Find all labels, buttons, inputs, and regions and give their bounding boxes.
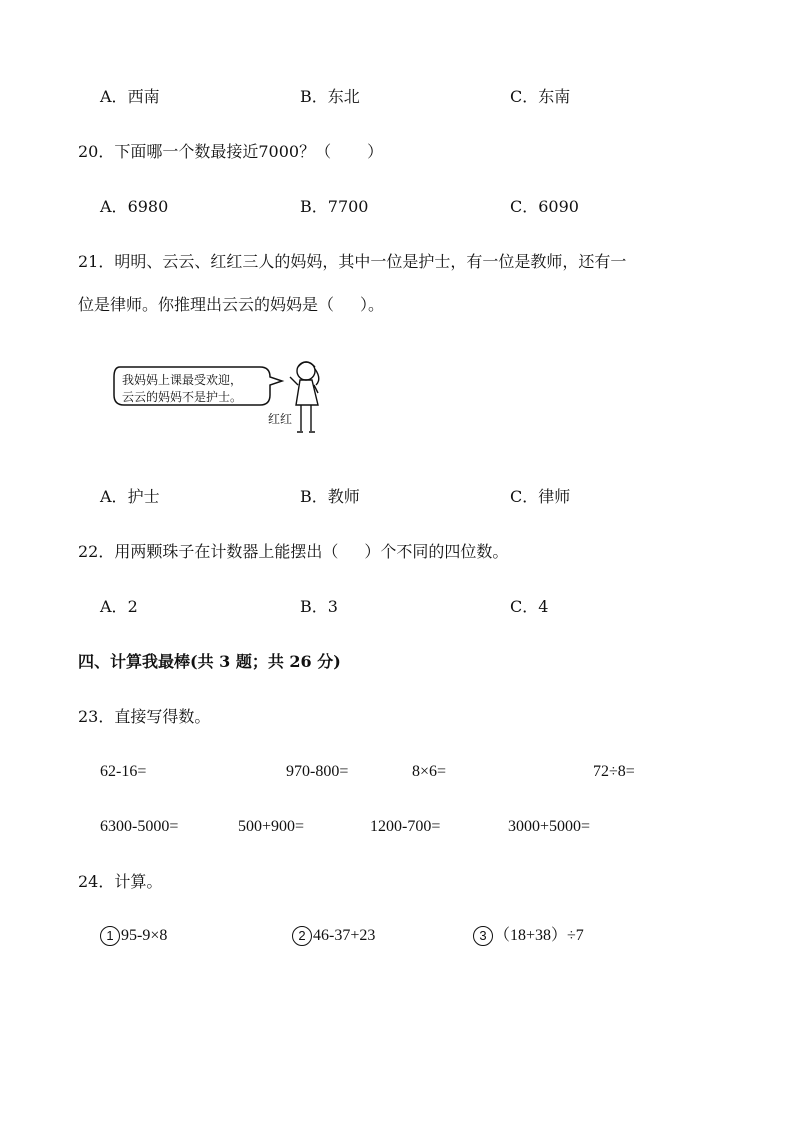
expression: 95-9×8: [121, 927, 168, 944]
q19-option-a[interactable]: [100, 86, 160, 108]
option-text: 2: [127, 597, 138, 616]
question-text: 计算。: [114, 872, 163, 891]
bubble-line-2: 云云的妈妈不是护士。: [122, 390, 243, 404]
option-text: 律师: [538, 487, 571, 506]
section-heading: 四、计算我最棒(共 3 题；共 26 分): [78, 652, 341, 671]
option-letter: C．: [510, 487, 539, 506]
question-text: ）个不同的四位数。: [364, 542, 509, 561]
calc-item[interactable]: 1200-700=: [370, 818, 441, 835]
option-letter: A．: [100, 597, 128, 616]
question-number: 22．: [78, 542, 115, 561]
calc-item-1[interactable]: [100, 925, 167, 947]
speaker-label: 红红: [268, 412, 293, 426]
q21-option-c[interactable]: [510, 486, 570, 508]
close-paren: ）: [367, 142, 384, 161]
question-24: [78, 871, 162, 893]
calc-item-2[interactable]: [292, 925, 375, 947]
option-text: 6090: [538, 197, 579, 216]
option-letter: A．: [100, 197, 128, 216]
q19-option-c[interactable]: [510, 86, 570, 108]
circled-number: 3: [473, 926, 493, 946]
option-text: 3: [327, 597, 338, 616]
q20-option-a[interactable]: [100, 196, 168, 218]
q22-option-c[interactable]: [510, 596, 548, 618]
question-text: 下面哪一个数最接近7000？（: [114, 142, 332, 161]
option-letter: C．: [510, 597, 539, 616]
q22-option-b[interactable]: [300, 596, 338, 618]
question-21-line2: [78, 294, 384, 316]
girl-figure-icon: [290, 362, 319, 432]
option-letter: A．: [100, 87, 128, 106]
circled-number: 2: [292, 926, 312, 946]
q19-option-b[interactable]: [300, 86, 360, 108]
calc-item[interactable]: 970-800=: [286, 763, 349, 780]
calc-item-3[interactable]: [473, 925, 584, 947]
calc-item[interactable]: 72÷8=: [593, 763, 635, 780]
q20-option-b[interactable]: [300, 196, 368, 218]
question-22: [78, 541, 508, 563]
question-number: 23．: [78, 707, 115, 726]
question-text: 位是律师。你推理出云云的妈妈是（: [78, 295, 335, 314]
expression: （18+38）÷7: [494, 927, 584, 944]
question-number: 20．: [78, 142, 115, 161]
option-text: 教师: [327, 487, 360, 506]
option-letter: C．: [510, 197, 539, 216]
calc-item[interactable]: 500+900=: [238, 818, 305, 835]
option-letter: C．: [510, 87, 539, 106]
option-text: 护士: [127, 487, 160, 506]
question-text: 用两颗珠子在计数器上能摆出（: [114, 542, 339, 561]
option-letter: A．: [100, 487, 128, 506]
calc-item[interactable]: 6300-5000=: [100, 818, 179, 835]
close-paren: ）。: [360, 295, 385, 314]
q21-option-a[interactable]: [100, 486, 160, 508]
option-letter: B．: [300, 597, 328, 616]
calc-item[interactable]: 8×6=: [412, 763, 447, 780]
q20-option-c[interactable]: [510, 196, 579, 218]
option-text: 东南: [538, 87, 571, 106]
option-text: 7700: [327, 197, 369, 216]
option-text: 西南: [127, 87, 160, 106]
question-text: 明明、云云、红红三人的妈妈，其中一位是护士，有一位是教师，还有一: [114, 252, 627, 271]
option-letter: B．: [300, 487, 328, 506]
option-text: 6980: [127, 197, 169, 216]
question-23: [78, 706, 210, 728]
question-number: 21．: [78, 252, 115, 271]
bubble-line-1: 我妈妈上课最受欢迎，: [122, 373, 243, 387]
expression: 46-37+23: [313, 927, 376, 944]
question-number: 24．: [78, 872, 115, 891]
calc-item[interactable]: 62-16=: [100, 763, 147, 780]
question-text: 直接写得数。: [114, 707, 211, 726]
q22-option-a[interactable]: [100, 596, 138, 618]
option-text: 4: [538, 597, 549, 616]
option-text: 东北: [327, 87, 360, 106]
question-21-line1: [78, 251, 626, 273]
q21-option-b[interactable]: [300, 486, 360, 508]
calc-item[interactable]: 3000+5000=: [508, 818, 591, 835]
option-letter: B．: [300, 87, 328, 106]
option-letter: B．: [300, 197, 328, 216]
speech-illustration: [110, 355, 350, 445]
circled-number: 1: [100, 926, 120, 946]
question-20: [78, 141, 383, 163]
